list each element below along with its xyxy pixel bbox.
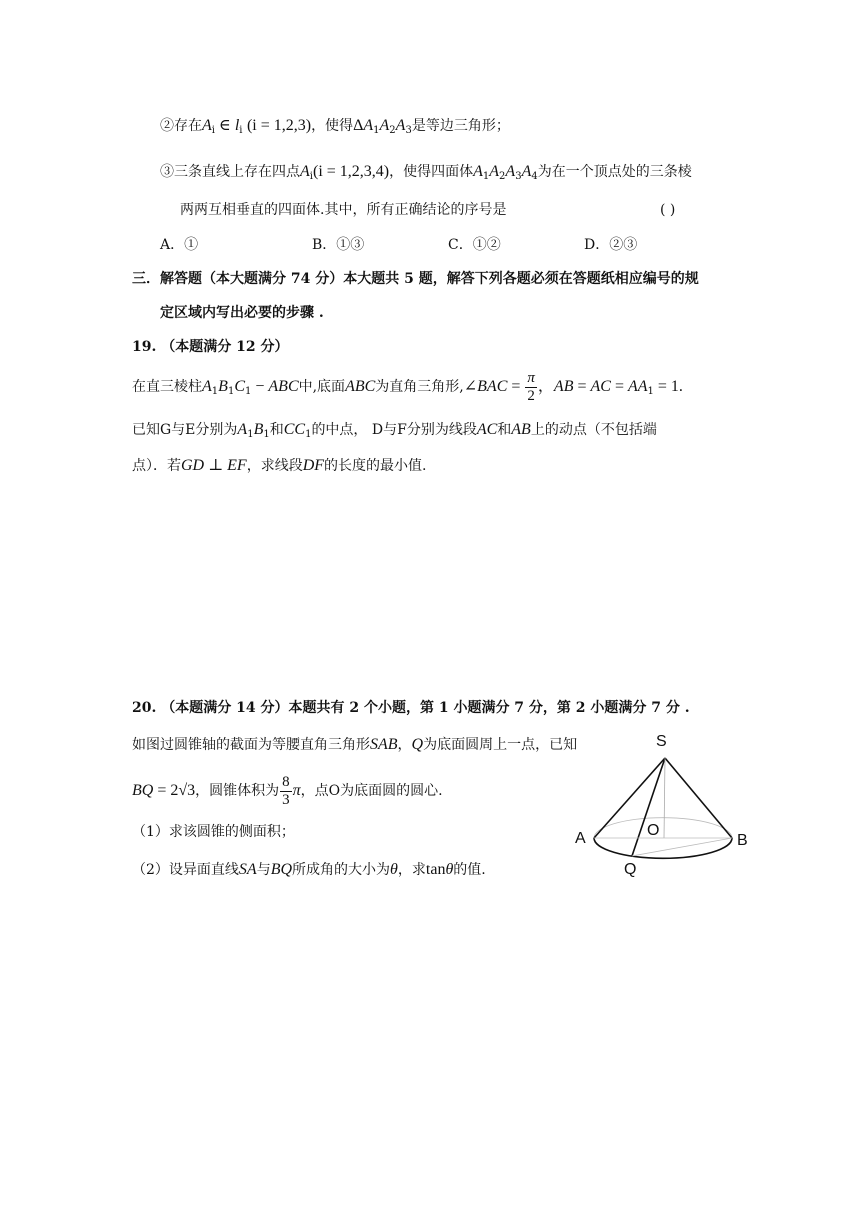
q19-line2: 已知G与E分别为$A_1B_1$和$CC_1$的中点， D与F分别为线段AC和AB上的动点（不包括端 bbox=[132, 421, 657, 440]
q20-sub1: （1）求该圆锥的侧面积； bbox=[132, 824, 295, 840]
q19-heading: 19. （本题满分 12 分） bbox=[132, 339, 289, 355]
statement-3: ③三条直线上存在四点$A_i(i = 1,2,3,4)$，使得四面体$A_1A_2A_3A_4$为在一个顶点处的三条棱 bbox=[160, 163, 692, 182]
label-o: O bbox=[647, 822, 660, 839]
answer-paren: ( ) bbox=[660, 202, 676, 218]
statement-2-cond: (i = 1,2,3) bbox=[246, 117, 312, 134]
cone-figure bbox=[570, 740, 760, 880]
label-s: S bbox=[656, 733, 667, 750]
label-a: A bbox=[575, 830, 586, 847]
q19-line3: 点）．若GD ⊥ EF，求线段DF的长度的最小值. bbox=[132, 457, 427, 474]
q20-heading: 20. （本题满分 14 分）本题共有 2 个小题，第 1 小题满分 7 分，第 2 小题满分 7 分 . bbox=[132, 700, 690, 716]
q20-line2: BQ = 2√3，圆锥体积为 $\frac{8}{3}$ π，点O为底面圆的圆心. bbox=[132, 773, 443, 808]
base-back-arc bbox=[594, 818, 732, 838]
q20-sub2: （2）设异面直线SA与BQ所成角的大小为θ，求tanθ的值. bbox=[132, 861, 486, 878]
label-b: B bbox=[737, 832, 748, 849]
q19-line1: 在直三棱柱$A_1B_1C_1$ − ABC中,底面ABC为直角三角形,∠BAC = $\frac{\pi}{2}$ ，AB = AC = $AA_1 = 1$. bbox=[132, 369, 683, 404]
section-3-heading-line2: 定区域内写出必要的步骤 . bbox=[160, 305, 324, 321]
section-3-heading: 三．解答题（本大题满分 74 分）本大题共 5 题，解答下列各题必须在答题纸相应编号的规 bbox=[132, 271, 699, 287]
statement-3-line2: 两两互相垂直的四面体.其中，所有正确结论的序号是 bbox=[180, 202, 507, 218]
label-q: Q bbox=[624, 861, 637, 878]
base-front-arc bbox=[594, 838, 732, 858]
edge-sq bbox=[632, 758, 665, 856]
statement-2: ②存在$A_i$ ∈ $l_i$ (i = 1,2,3)，使得$\Delta A_1A_2A_3$是等边三角形； bbox=[160, 117, 510, 136]
pi-over-2: $\frac{\pi}{2}$ bbox=[527, 369, 535, 404]
option-d: D．②③ bbox=[584, 237, 638, 253]
option-b: B．①③ bbox=[312, 237, 365, 253]
segment-qb bbox=[632, 838, 732, 856]
statement-2-lead: ②存在 bbox=[160, 118, 202, 134]
axis-so bbox=[664, 758, 665, 838]
eight-thirds: $\frac{8}{3}$ bbox=[282, 773, 290, 808]
option-a: A．① bbox=[160, 237, 199, 253]
option-c: C．①② bbox=[448, 237, 501, 253]
edge-sb bbox=[665, 758, 732, 838]
q20-line1: 如图过圆锥轴的截面为等腰直角三角形SAB，Q为底面圆周上一点，已知 bbox=[132, 736, 578, 753]
